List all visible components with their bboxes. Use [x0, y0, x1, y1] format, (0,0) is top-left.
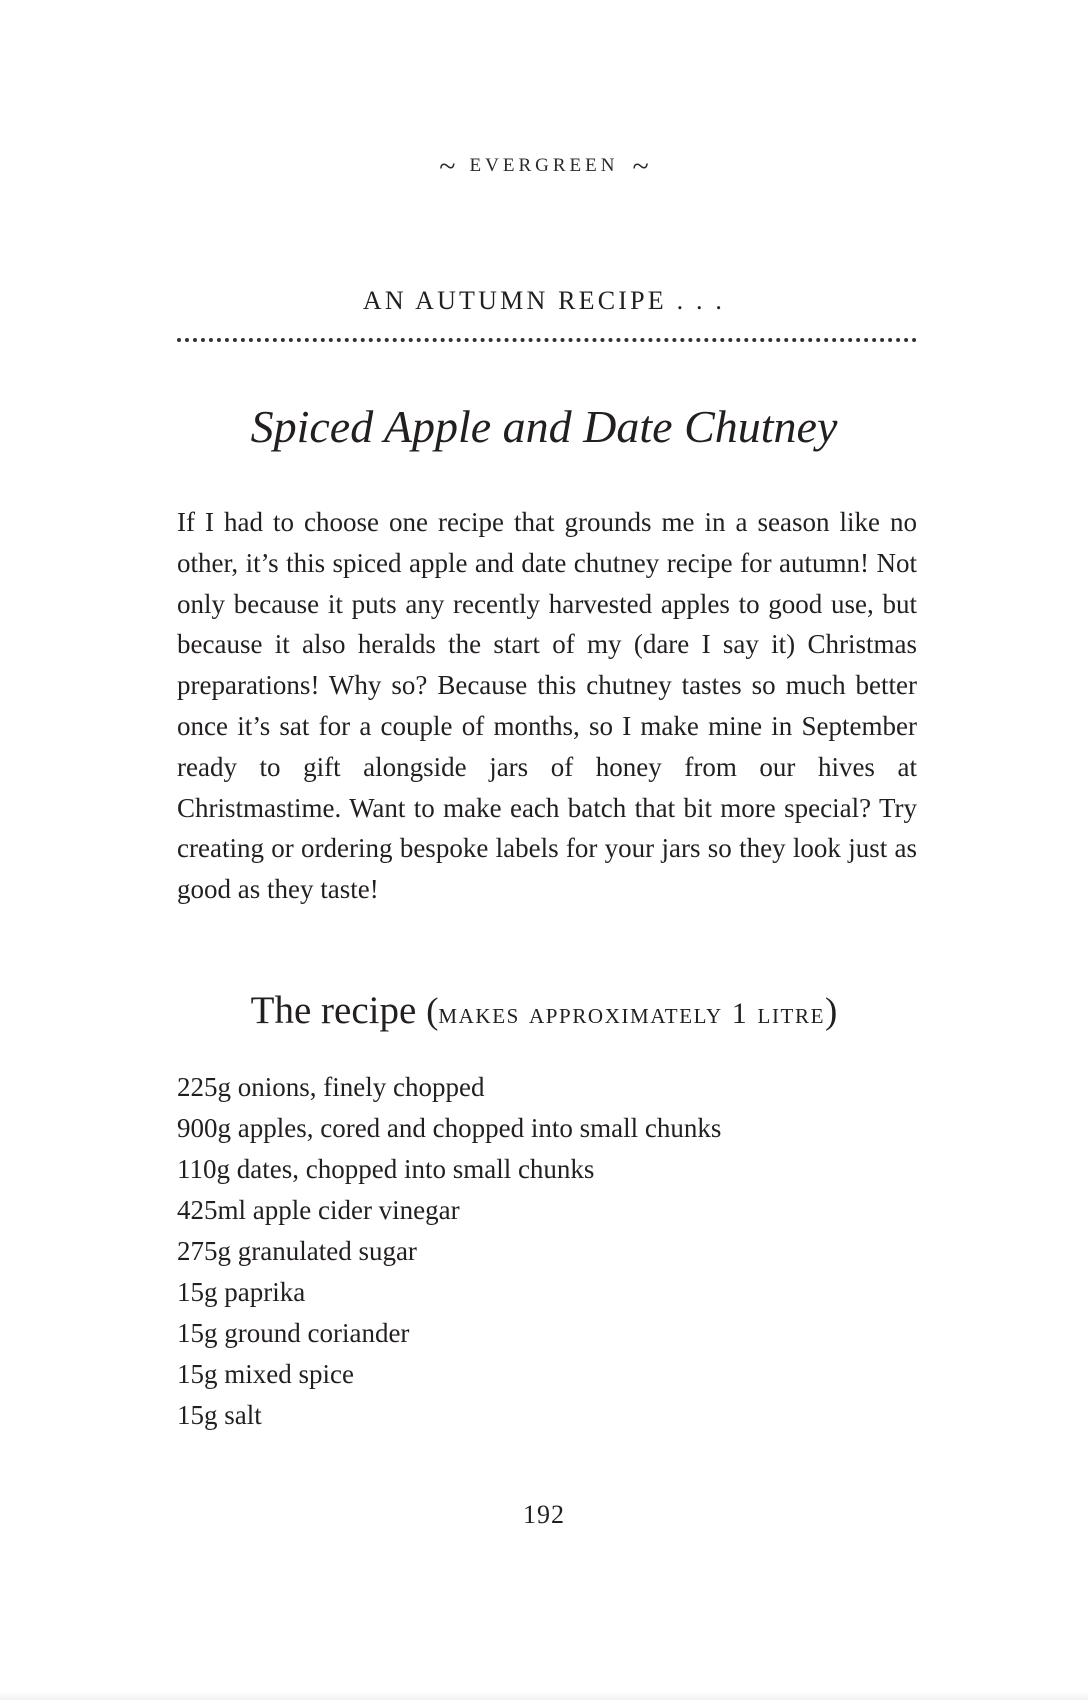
ingredient-item: 275g granulated sugar [177, 1236, 417, 1266]
ornament-left: ~ [439, 150, 456, 183]
dotted-divider [177, 338, 917, 342]
ingredient-item: 15g ground coriander [177, 1318, 410, 1348]
section-label: AN AUTUMN RECIPE . . . [362, 286, 726, 315]
recipe-heading: The recipe (makes approximately 1 litre) [250, 989, 838, 1032]
ingredient-item: 15g mixed spice [177, 1359, 354, 1389]
running-head [0, 150, 1088, 184]
ingredient-item: 15g paprika [177, 1277, 306, 1307]
page-number: 192 [523, 1500, 565, 1529]
page-edge-shadow [0, 1692, 1088, 1700]
ingredient-item: 15g salt [177, 1400, 262, 1430]
ingredient-item: 425ml apple cider vinegar [177, 1195, 460, 1225]
ingredient-item: 225g onions, finely chopped [177, 1072, 485, 1102]
ingredient-item: 110g dates, chopped into small chunks [177, 1154, 595, 1184]
recipe-title: Spiced Apple and Date Chutney [250, 401, 838, 452]
recipe-yield: makes approximately 1 litre [438, 997, 825, 1030]
ingredient-list [177, 1067, 721, 1436]
intro-paragraph: If I had to choose one recipe that grounds me in a season like no other, it’s this spiced apple and date chutney recipe for autumn! Not only because it puts any recently harvested apples to good use, but because it also heralds the start of my (dare I say it) Christmas preparations! Why so? Because this chutney tastes so much better once it’s sat for a couple of months, so I make mine in September ready to gift alongside jars of honey from our hives at Christmastime. Want to make each batch that bit more special? Try creating or ordering bespoke labels for your jars so they look just as good as they taste! [177, 507, 917, 905]
ornament-right: ~ [632, 150, 649, 183]
recipe-heading-label: The recipe [250, 989, 417, 1032]
ingredient-item: 900g apples, cored and chopped into small chunks [177, 1113, 722, 1143]
running-head-title: EVERGREEN [469, 155, 619, 176]
